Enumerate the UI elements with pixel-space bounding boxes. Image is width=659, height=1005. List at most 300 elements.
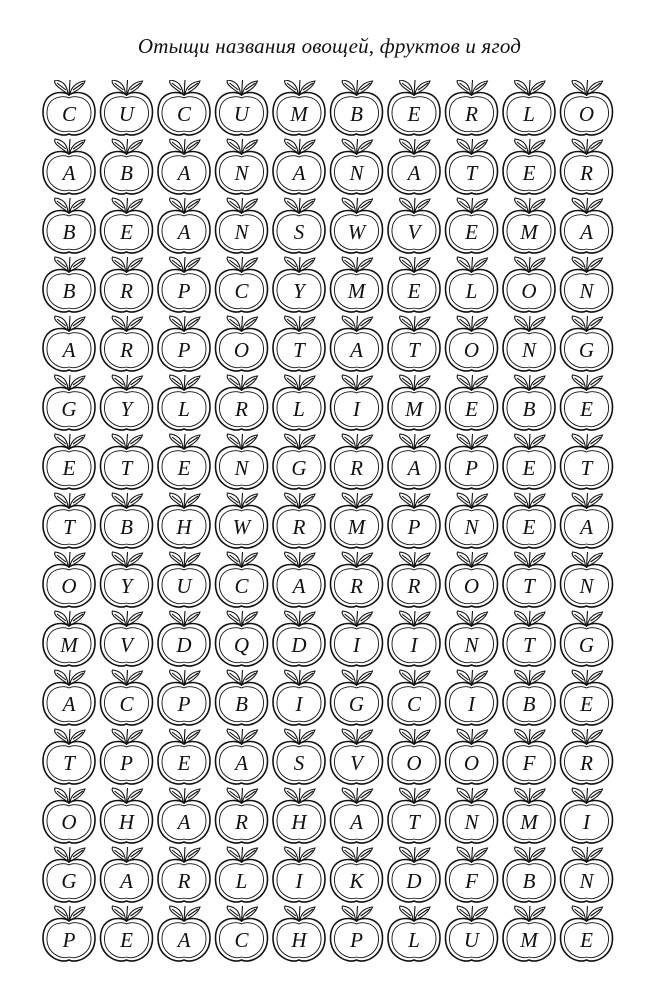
grid-letter: T (120, 456, 133, 480)
grid-letter: T (408, 338, 420, 362)
grid-letter: T (408, 810, 420, 834)
grid-letter: P (62, 928, 76, 952)
apple-cell (446, 670, 498, 725)
grid-letter: U (118, 102, 135, 126)
grid-letter: I (295, 869, 303, 893)
apple-cell (273, 906, 325, 961)
apple-cell (43, 670, 95, 725)
apple-cell (273, 257, 325, 312)
grid-letter: R (465, 102, 478, 126)
grid-letter: A (350, 810, 363, 834)
apple-cell (503, 611, 555, 666)
apple-cell (216, 493, 268, 548)
grid-letter: E (522, 456, 536, 480)
apple-cell (158, 670, 210, 725)
grid-letter: B (235, 692, 248, 716)
apple-cell (101, 788, 153, 843)
grid-letter: N (579, 574, 594, 598)
apple-cell (503, 375, 555, 430)
apple-cell (446, 375, 498, 430)
apple-cell (388, 139, 440, 194)
grid-letter: B (62, 279, 76, 303)
grid-letter: R (235, 810, 248, 834)
grid-letter: C (119, 692, 134, 716)
apple-cell (503, 788, 555, 843)
grid-letter: P (350, 928, 363, 952)
apple-cell (158, 80, 210, 135)
grid-letter: A (407, 456, 421, 480)
apple-cell (503, 316, 555, 371)
grid-letter: V (120, 633, 133, 657)
apple-cell (503, 552, 555, 607)
apple-cell (561, 139, 613, 194)
apple-cell (446, 316, 498, 371)
apple-cell (331, 493, 383, 548)
apple-cell (388, 847, 440, 902)
apple-cell (101, 80, 153, 135)
apple-cell (158, 493, 210, 548)
grid-letter: N (464, 810, 479, 834)
apple-cell (216, 611, 268, 666)
grid-letter: P (177, 338, 191, 362)
apple-cell (273, 316, 325, 371)
apple-cell (101, 552, 153, 607)
grid-letter: R (177, 869, 191, 893)
grid-letter: G (578, 633, 595, 657)
grid-letter: O (61, 574, 77, 598)
grid-letter: P (177, 279, 191, 303)
grid-letter: A (120, 869, 133, 893)
grid-letter: R (120, 279, 133, 303)
grid-letter: B (120, 161, 133, 185)
grid-letter: O (578, 102, 595, 126)
grid-letter: U (233, 102, 250, 126)
apple-cell (273, 139, 325, 194)
apple-cell (388, 670, 440, 725)
grid-letter: A (62, 161, 76, 185)
grid-letter: M (60, 633, 78, 657)
grid-letter: T (63, 751, 75, 775)
apple-cell (388, 316, 440, 371)
apple-cell (388, 257, 440, 312)
grid-letter: K (349, 869, 364, 893)
grid-letter: U (176, 574, 192, 598)
grid-letter: E (407, 279, 421, 303)
grid-letter: R (235, 397, 248, 421)
apple-cell (503, 80, 555, 135)
apple-cell (503, 670, 555, 725)
grid-letter: H (291, 810, 307, 834)
grid-letter: C (176, 102, 192, 126)
apple-cell (101, 257, 153, 312)
apple-cell (446, 788, 498, 843)
apple-cell (216, 257, 268, 312)
grid-letter: B (350, 102, 363, 126)
grid-letter: A (292, 161, 306, 185)
apple-cell (561, 847, 613, 902)
apple-cell (43, 493, 95, 548)
grid-letter: N (349, 161, 364, 185)
apple-cell (503, 257, 555, 312)
grid-letter: R (580, 751, 593, 775)
apple-cell (446, 729, 498, 784)
apple-cell (503, 139, 555, 194)
grid-letter: R (580, 161, 593, 185)
apple-cell (216, 552, 268, 607)
apple-cell (158, 139, 210, 194)
grid-letter: A (177, 161, 191, 185)
grid-letter: G (61, 397, 77, 421)
apple-cell (446, 552, 498, 607)
grid-letter: T (523, 574, 535, 598)
apple-cell (388, 729, 440, 784)
grid-letter: R (120, 338, 133, 362)
grid-letter: M (520, 810, 538, 834)
apple-cell (561, 198, 613, 253)
apple-cell (101, 375, 153, 430)
grid-letter: E (407, 102, 421, 126)
grid-letter: S (293, 220, 305, 244)
grid-letter: Y (293, 279, 305, 303)
apple-cell (446, 906, 498, 961)
grid-letter: A (580, 515, 593, 539)
apple-cell (331, 847, 383, 902)
grid-letter: M (347, 279, 366, 303)
apple-cell (446, 611, 498, 666)
apple-cell (561, 552, 613, 607)
apple-cell (388, 493, 440, 548)
grid-letter: L (465, 279, 478, 303)
apple-cell (43, 847, 95, 902)
apple-cell (273, 375, 325, 430)
apple-cell (43, 139, 95, 194)
grid-letter: O (463, 338, 480, 362)
grid-letter: M (520, 928, 538, 952)
apple-cell (273, 611, 325, 666)
grid-letter: E (580, 397, 593, 421)
apple-cell (43, 906, 95, 961)
apple-cell (216, 80, 268, 135)
apple-cell (388, 375, 440, 430)
grid-letter: A (177, 220, 191, 244)
apple-cell (216, 316, 268, 371)
apple-cell (101, 434, 153, 489)
apple-cell (331, 80, 383, 135)
apple-cell (561, 493, 613, 548)
apple-cell (388, 906, 440, 961)
grid-letter: A (580, 220, 593, 244)
grid-letter: P (120, 751, 133, 775)
apple-cell (331, 257, 383, 312)
grid-letter: S (293, 751, 305, 775)
grid-letter: N (464, 633, 479, 657)
apple-cell (561, 434, 613, 489)
grid-letter: Q (233, 633, 250, 657)
apple-cell (561, 729, 613, 784)
apple-letter-grid (40, 80, 622, 968)
grid-letter: V (407, 220, 421, 244)
apple-cell (561, 257, 613, 312)
apple-cell (446, 80, 498, 135)
grid-letter: E (62, 456, 76, 480)
apple-cell (158, 375, 210, 430)
grid-letter: T (580, 456, 593, 480)
apple-cell (446, 434, 498, 489)
grid-letter: E (465, 397, 478, 421)
grid-letter: I (410, 633, 418, 657)
page-title: Отыщи названия овощей, фруктов и ягод (137, 34, 522, 58)
apple-cell (216, 729, 268, 784)
apple-cell (216, 847, 268, 902)
grid-letter: E (120, 220, 133, 244)
grid-letter: D (291, 633, 307, 657)
grid-letter: C (234, 279, 249, 303)
apple-cell (273, 493, 325, 548)
apple-cell (561, 788, 613, 843)
apple-cell (503, 847, 555, 902)
apple-cell (388, 80, 440, 135)
apple-cell (561, 316, 613, 371)
apple-cell (158, 788, 210, 843)
grid-letter: C (406, 692, 422, 716)
apple-cell (216, 788, 268, 843)
apple-cell (101, 493, 153, 548)
grid-letter: G (578, 338, 595, 362)
apple-cell (101, 139, 153, 194)
grid-letter: Y (120, 397, 133, 421)
apple-cell (331, 670, 383, 725)
grid-letter: B (522, 692, 536, 716)
apple-cell (158, 257, 210, 312)
apple-cell (503, 729, 555, 784)
grid-letter: D (406, 869, 422, 893)
grid-letter: B (522, 397, 536, 421)
grid-letter: U (463, 928, 480, 952)
grid-letter: W (347, 220, 366, 244)
grid-letter: E (177, 456, 191, 480)
grid-letter: N (579, 869, 594, 893)
apple-cell (216, 434, 268, 489)
apple-cell (331, 611, 383, 666)
apple-cell (503, 493, 555, 548)
grid-letter: T (523, 633, 535, 657)
grid-letter: L (235, 869, 248, 893)
apple-cell (101, 198, 153, 253)
grid-letter: T (293, 338, 305, 362)
apple-cell (331, 729, 383, 784)
grid-letter: I (295, 692, 303, 716)
apple-cell (101, 847, 153, 902)
grid-letter: F (465, 869, 478, 893)
grid-letter: I (353, 633, 360, 657)
grid-letter: E (120, 928, 133, 952)
grid-letter: O (61, 810, 77, 834)
grid-letter: B (62, 220, 76, 244)
apple-cell (446, 198, 498, 253)
grid-letter: R (407, 574, 421, 598)
apple-cell (158, 847, 210, 902)
apple-cell (331, 906, 383, 961)
apple-cell (561, 80, 613, 135)
grid-letter: C (61, 102, 77, 126)
apple-cell (273, 434, 325, 489)
apple-cell (43, 552, 95, 607)
apple-cell (273, 729, 325, 784)
apple-cell (273, 80, 325, 135)
apple-cell (503, 906, 555, 961)
grid-letter: N (234, 220, 249, 244)
apple-cell (158, 434, 210, 489)
apple-cell (446, 847, 498, 902)
grid-letter: E (522, 161, 536, 185)
apple-cell (43, 434, 95, 489)
grid-letter: W (232, 515, 251, 539)
apple-cell (331, 198, 383, 253)
grid-letter: H (291, 928, 307, 952)
grid-letter: A (235, 751, 248, 775)
apple-cell (388, 434, 440, 489)
apple-cell (446, 139, 498, 194)
apple-cell (101, 670, 153, 725)
grid-letter: O (521, 279, 537, 303)
grid-letter: B (522, 869, 536, 893)
grid-letter: P (407, 515, 421, 539)
grid-letter: N (579, 279, 594, 303)
grid-letter: M (405, 397, 423, 421)
apple-cell (158, 316, 210, 371)
grid-letter: C (234, 574, 249, 598)
apple-cell (101, 611, 153, 666)
apple-cell (216, 139, 268, 194)
grid-letter: L (523, 102, 535, 126)
grid-letter: A (177, 810, 191, 834)
grid-letter: M (290, 102, 308, 126)
grid-letter: N (234, 456, 249, 480)
grid-letter: V (350, 751, 363, 775)
grid-letter: L (178, 397, 190, 421)
apple-cell (101, 316, 153, 371)
grid-letter: E (177, 751, 191, 775)
grid-letter: O (463, 574, 480, 598)
apple-cell (216, 198, 268, 253)
apple-cell (43, 316, 95, 371)
apple-cell (331, 552, 383, 607)
apple-cell (273, 198, 325, 253)
apple-cell (43, 80, 95, 135)
apple-cell (503, 434, 555, 489)
apple-cell (388, 611, 440, 666)
apple-cell (561, 670, 613, 725)
grid-letter: I (468, 692, 475, 716)
apple-cell (158, 906, 210, 961)
grid-letter: H (118, 810, 135, 834)
apple-cell (43, 788, 95, 843)
grid-letter: F (522, 751, 536, 775)
grid-letter: A (350, 338, 363, 362)
grid-letter: T (465, 161, 478, 185)
grid-letter: R (350, 574, 363, 598)
apple-cell (216, 375, 268, 430)
apple-cell (43, 729, 95, 784)
grid-letter: G (348, 692, 365, 716)
grid-letter: E (522, 515, 536, 539)
grid-letter: A (407, 161, 421, 185)
grid-letter: D (176, 633, 192, 657)
apple-cell (43, 198, 95, 253)
apple-cell (216, 906, 268, 961)
grid-letter: R (292, 515, 306, 539)
apple-cell (331, 316, 383, 371)
grid-letter: E (580, 928, 593, 952)
apple-cell (101, 906, 153, 961)
grid-letter: C (234, 928, 249, 952)
grid-letter: M (347, 515, 366, 539)
grid-letter: G (61, 869, 77, 893)
apple-cell (331, 375, 383, 430)
apple-cell (43, 257, 95, 312)
apple-cell (43, 375, 95, 430)
grid-letter: A (292, 574, 306, 598)
apple-cell (216, 670, 268, 725)
apple-cell (101, 729, 153, 784)
grid-letter: R (350, 456, 363, 480)
grid-letter: L (293, 397, 305, 421)
grid-letter: E (580, 692, 593, 716)
letter-grid (40, 80, 622, 968)
apple-cell (273, 670, 325, 725)
apple-cell (503, 198, 555, 253)
apple-cell (331, 788, 383, 843)
grid-letter: H (176, 515, 192, 539)
apple-cell (158, 729, 210, 784)
apple-cell (388, 198, 440, 253)
grid-letter: A (62, 692, 76, 716)
apple-cell (273, 788, 325, 843)
grid-letter: O (233, 338, 250, 362)
grid-letter: P (177, 692, 191, 716)
grid-letter: A (62, 338, 76, 362)
grid-letter: I (353, 397, 360, 421)
grid-letter: M (520, 220, 538, 244)
apple-cell (561, 611, 613, 666)
grid-letter: N (234, 161, 249, 185)
grid-letter: G (291, 456, 307, 480)
apple-cell (388, 788, 440, 843)
apple-cell (446, 493, 498, 548)
apple-cell (273, 847, 325, 902)
grid-letter: E (465, 220, 478, 244)
apple-cell (446, 257, 498, 312)
grid-letter: L (408, 928, 420, 952)
grid-letter: P (465, 456, 478, 480)
apple-cell (273, 552, 325, 607)
apple-cell (158, 552, 210, 607)
apple-cell (561, 375, 613, 430)
grid-letter: A (177, 928, 191, 952)
apple-cell (331, 139, 383, 194)
grid-letter: I (583, 810, 590, 834)
grid-letter: B (120, 515, 133, 539)
apple-cell (331, 434, 383, 489)
apple-cell (388, 552, 440, 607)
grid-letter: N (464, 515, 479, 539)
grid-letter: Y (120, 574, 133, 598)
grid-letter: O (406, 751, 422, 775)
apple-cell (158, 198, 210, 253)
grid-letter: N (521, 338, 537, 362)
apple-cell (561, 906, 613, 961)
apple-cell (158, 611, 210, 666)
